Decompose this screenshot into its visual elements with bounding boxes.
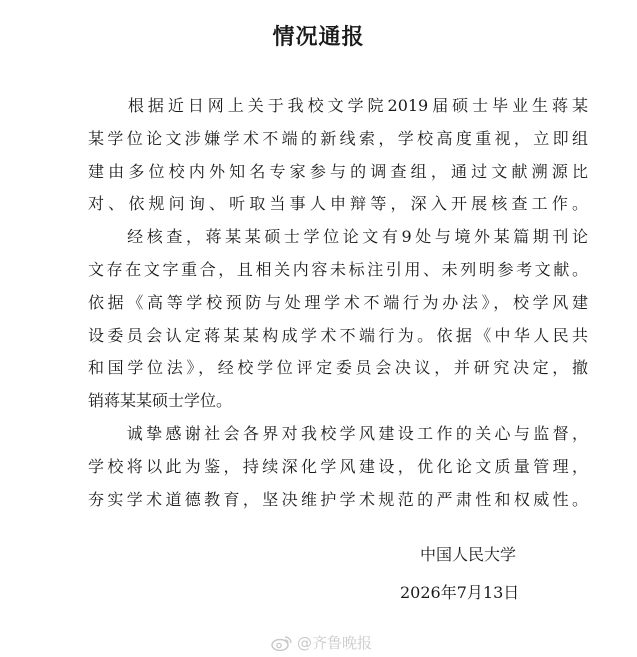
paragraph-line: 对、依规问询、听取当事人申辩等，深入开展核查工作。 bbox=[88, 194, 588, 214]
paragraph-line: 经核查，蒋某某硕士学位论文有9处与境外某篇期刊论 bbox=[88, 227, 588, 247]
paragraph-3 bbox=[88, 418, 588, 516]
signature-block bbox=[400, 536, 570, 612]
paragraph-2 bbox=[88, 221, 588, 418]
document-body bbox=[88, 90, 588, 516]
paragraph-line: 夯实学术道德教育，坚决维护学术规范的严肃性和权威性。 bbox=[88, 489, 588, 509]
paragraph-line: 设委员会认定蒋某某构成学术不端行为。依据《中华人民共 bbox=[88, 325, 588, 345]
paragraph-line: 依据《高等学校预防与处理学术不端行为办法》，校学风建 bbox=[88, 292, 588, 312]
paragraph-line: 文存在文字重合，且相关内容未标注引用、未列明参考文献。 bbox=[88, 259, 588, 279]
paragraph-line: 建由多位校内外知名专家参与的调查组，通过文献溯源比 bbox=[88, 161, 588, 181]
paragraph-line: 学校将以此为鉴，持续深化学风建设，优化论文质量管理， bbox=[88, 456, 588, 476]
paragraph-line: 某学位论文涉嫌学术不端的新线索，学校高度重视，立即组 bbox=[88, 128, 588, 148]
paragraph-1 bbox=[88, 90, 588, 221]
document-title: 情况通报 bbox=[272, 25, 365, 50]
watermark-text: @齐鲁晚报 bbox=[296, 634, 372, 652]
paragraph-line: 诚挚感谢社会各界对我校学风建设工作的关心与监督， bbox=[88, 423, 588, 443]
paragraph-line: 根据近日网上关于我校文学院2019届硕士毕业生蒋某 bbox=[88, 96, 588, 115]
weibo-icon bbox=[271, 635, 293, 651]
signature-organization: 中国人民大学 bbox=[420, 545, 517, 564]
paragraph-line: 销蒋某某硕士学位。 bbox=[88, 391, 233, 411]
signature-date: 2026年7月13日 bbox=[400, 583, 520, 602]
paragraph-line: 和国学位法》，经校学位评定委员会决议，并研究决定，撤 bbox=[88, 358, 588, 378]
watermark bbox=[271, 632, 372, 653]
